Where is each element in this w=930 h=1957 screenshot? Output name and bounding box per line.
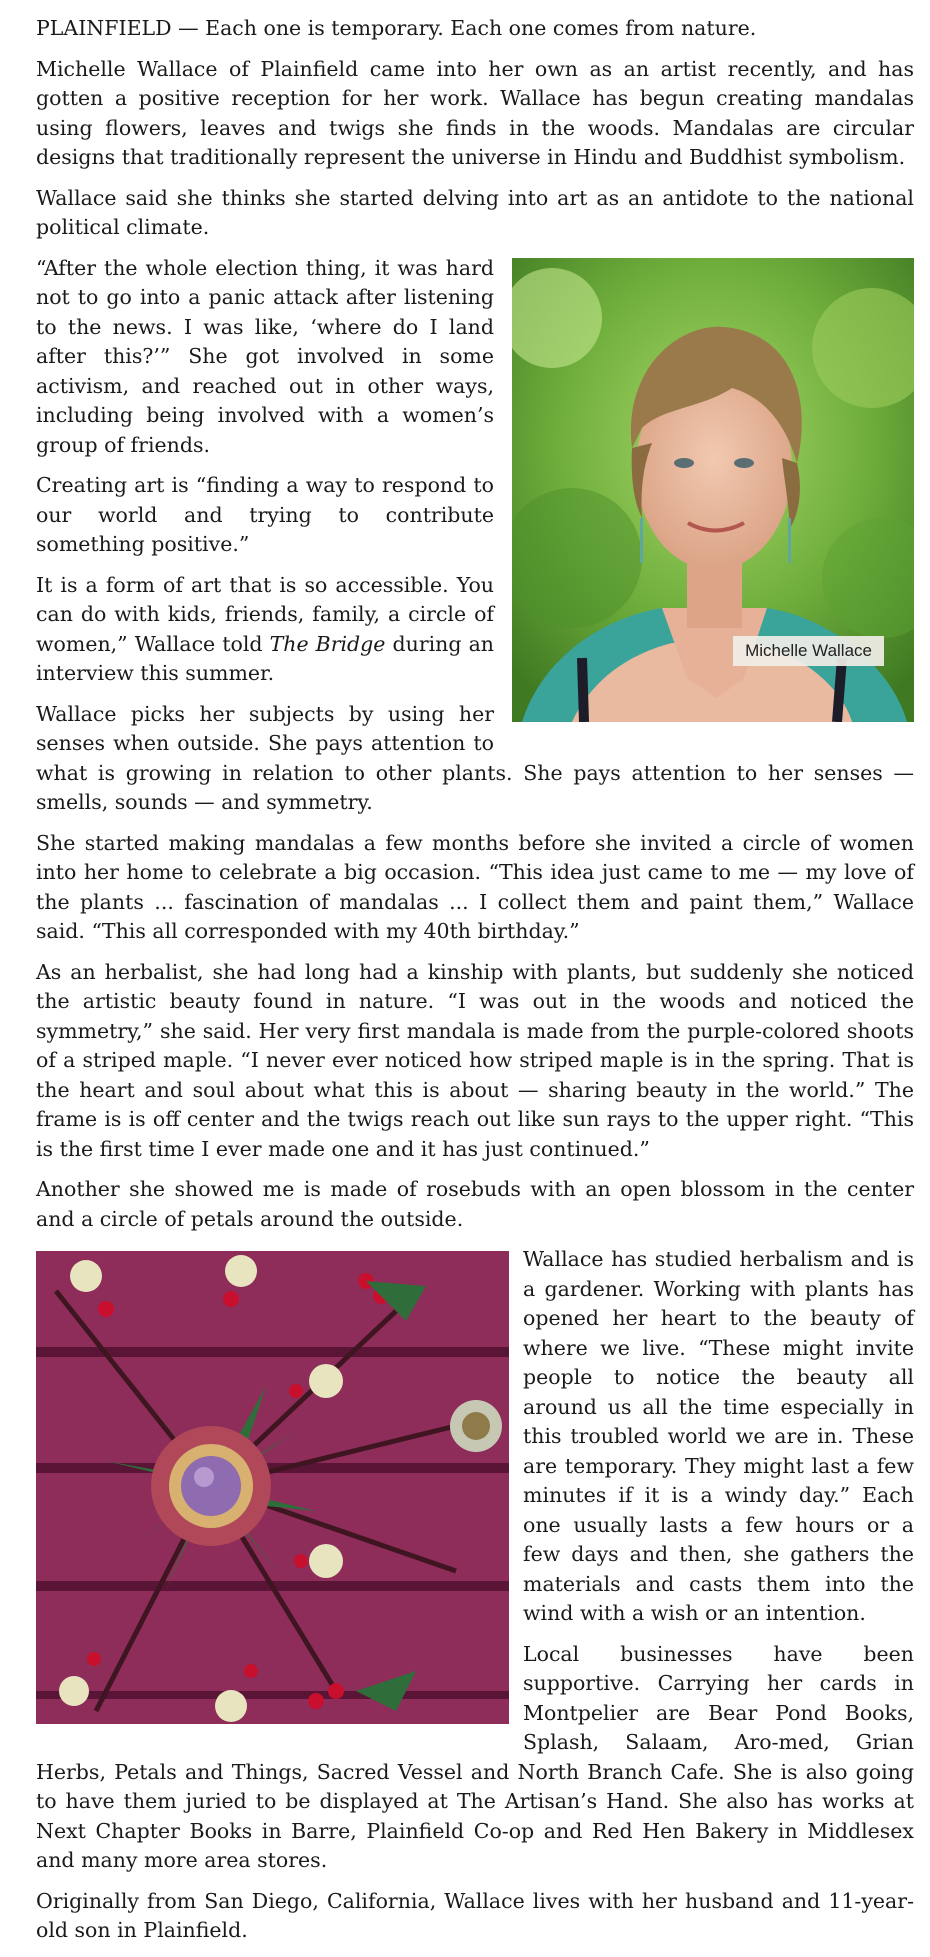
mandala-image xyxy=(36,1251,509,1724)
paragraph: “After the whole election thing, it was hard not to go into a panic attack after listening to the news. I was like, ‘where do I land after this?’” She got involved in some activism, and reached out in other ways, including being involved with a women’s group of friends. xyxy=(36,255,494,457)
article-body xyxy=(36,14,914,1957)
portrait-photo xyxy=(512,258,914,722)
paragraph: Local businesses have been supportive. Carrying her cards in Montpelier are Bear Pond Books, Splash, Salaam, Aro-med, Grian Herbs, Petals and Things, Sacred Vessel and North Branch Cafe. She is also going to have them juried to be displayed at The Artisan’s Hand. She also has works at Next Chapter Books in Barre, Plainfield Co-op and Red Hen Bakery in Middlesex and many more area stores. xyxy=(36,1641,914,1872)
paragraph: As an herbalist, she had long had a kinship with plants, but suddenly she noticed the artistic beauty found in nature. “I was out in the woods and noticed the symmetry,” she said. Her very first mandala is made from the purple-colored shoots of a striped maple. “I never ever noticed how striped maple is in the spring. That is the heart and soul about what this is about — sharing beauty in the world.” The frame is is off center and the twigs reach out like sun rays to the upper right. “This is the first time I ever made one and it has just continued.” xyxy=(36,959,914,1161)
paragraph: Originally from San Diego, California, Wallace lives with her husband and 11-year-old son in Plainfield. xyxy=(36,1888,914,1942)
mandala-photo xyxy=(36,1251,509,1724)
paragraph: She started making mandalas a few months before she invited a circle of women into her home to celebrate a big occasion. “This idea just came to me — my love of the plants ... fascination of mandalas ... I collect them and paint them,” Wallace said. “This all corresponded with my 40th birthday.” xyxy=(36,830,914,943)
paragraph: Michelle Wallace of Plainfield came into her own as an artist recently, and has gotten a positive reception for her work. Wallace has begun creating mandalas using flowers, leaves and twigs she finds in the woods. Mandalas are circular designs that traditionally represent the universe in Hindu and Buddhist symbolism. xyxy=(36,56,914,169)
paragraph: It is a form of art that is so accessible. You can do with kids, friends, family, a circle of women,” Wallace told The Bridge during an interview this summer. xyxy=(36,572,494,685)
publication-name: The Bridge xyxy=(269,631,386,656)
paragraph: Wallace said she thinks she started delving into art as an antidote to the national political climate. xyxy=(36,185,914,239)
paragraph: Wallace picks her subjects by using her senses when outside. She pays attention to what is growing in relation to other plants. She pays attention to her senses — smells, sounds — and symmetry. xyxy=(36,701,914,814)
photo-caption: Michelle Wallace xyxy=(733,636,884,666)
paragraph-dateline: PLAINFIELD — Each one is temporary. Each one comes from nature. xyxy=(36,16,757,40)
paragraph: Wallace has studied herbalism and is a gardener. Working with plants has opened her heart to the beauty of where we live. “These might invite people to notice the beauty all around us all the time especially in this troubled world we are in. These are temporary. They might last a few minutes if it is a windy day.” Each one usually lasts a few hours or a few days and then, she gathers the materials and casts them into the wind with a wish or an intention. xyxy=(523,1247,914,1625)
paragraph: Another she showed me is made of rosebuds with an open blossom in the center and a circle of petals around the outside. xyxy=(36,1177,914,1231)
paragraph: Creating art is “finding a way to respond to our world and trying to contribute something positive.” xyxy=(36,473,494,556)
